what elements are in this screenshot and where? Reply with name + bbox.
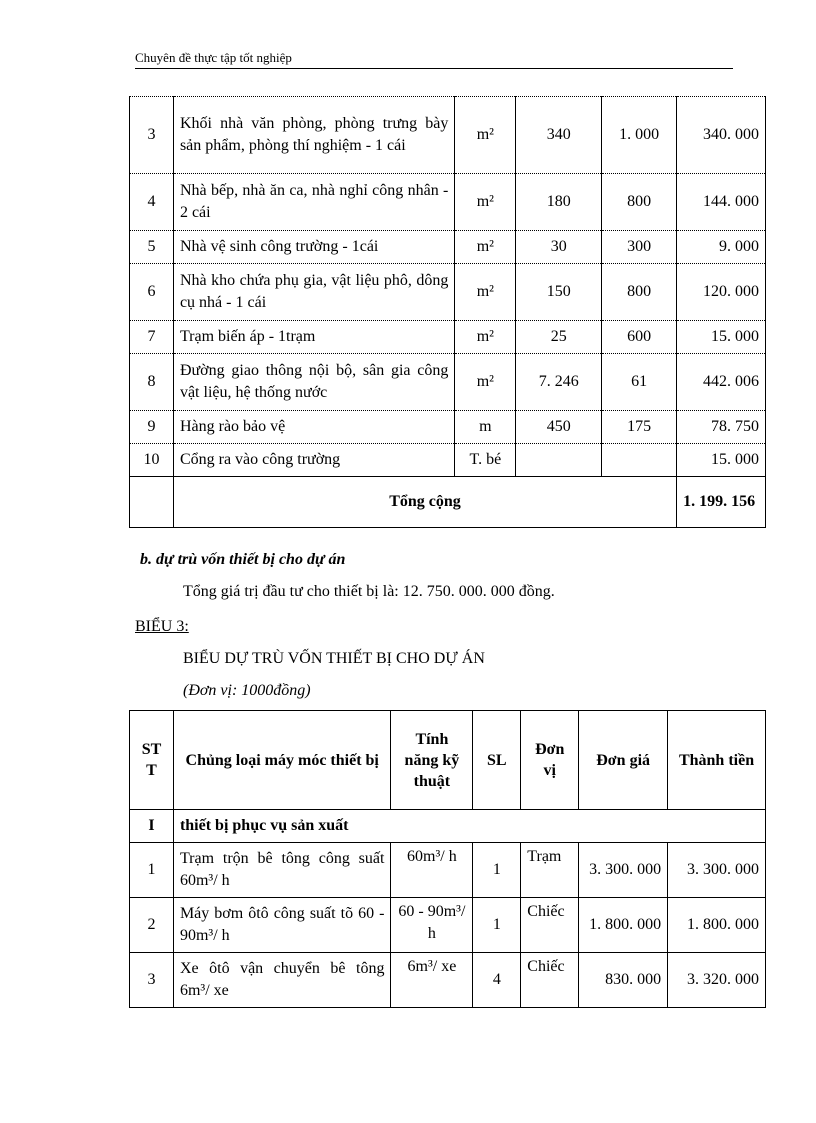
row-name: Trạm biến áp - 1trạm bbox=[173, 321, 454, 354]
row-unit: Chiếc bbox=[521, 953, 579, 1008]
row-quantity: 180 bbox=[516, 174, 602, 231]
row-total: 3. 300. 000 bbox=[668, 843, 766, 898]
total-blank-cell bbox=[130, 477, 174, 528]
row-unit-price: 800 bbox=[602, 264, 677, 321]
header-sl: SL bbox=[473, 711, 521, 810]
row-total: 340. 000 bbox=[677, 97, 766, 174]
unit-note: (Đơn vị: 1000đồng) bbox=[183, 682, 311, 699]
header-type: Chủng loại máy móc thiết bị bbox=[173, 711, 391, 810]
section-b-text: Tổng giá trị đầu tư cho thiết bị là: 12. 750. 000. 000 đồng. bbox=[183, 583, 555, 600]
row-number: 3 bbox=[130, 953, 174, 1008]
row-total: 78. 750 bbox=[677, 411, 766, 444]
table-row bbox=[130, 898, 766, 953]
row-number: 7 bbox=[130, 321, 174, 354]
row-name: Hàng rào bảo vệ bbox=[173, 411, 454, 444]
row-name: Máy bơm ôtô công suất tõ 60 - 90m³/ h bbox=[173, 898, 391, 953]
header-unit: Đơn vị bbox=[521, 711, 579, 810]
table-row bbox=[130, 321, 766, 354]
row-unit-price: 175 bbox=[602, 411, 677, 444]
row-quantity: 340 bbox=[516, 97, 602, 174]
table-row bbox=[130, 264, 766, 321]
bieu-label: BIỂU 3: bbox=[135, 618, 189, 635]
row-number: 1 bbox=[130, 843, 174, 898]
row-quantity: 7. 246 bbox=[516, 354, 602, 411]
row-spec: 60 - 90m³/ h bbox=[391, 898, 473, 953]
row-unit-price: 1. 800. 000 bbox=[579, 898, 668, 953]
row-unit: m² bbox=[455, 321, 516, 354]
group-row bbox=[130, 810, 766, 843]
row-number: 5 bbox=[130, 231, 174, 264]
equipment-cost-table bbox=[129, 710, 766, 1008]
table-row bbox=[130, 231, 766, 264]
row-name: Xe ôtô vận chuyển bê tông 6m³/ xe bbox=[173, 953, 391, 1008]
row-quantity: 1 bbox=[473, 843, 521, 898]
row-quantity: 4 bbox=[473, 953, 521, 1008]
group-label: thiết bị phục vụ sản xuất bbox=[173, 810, 765, 843]
row-number: 9 bbox=[130, 411, 174, 444]
row-quantity bbox=[516, 444, 602, 477]
table-row bbox=[130, 174, 766, 231]
header-row bbox=[130, 711, 766, 810]
row-unit-price bbox=[602, 444, 677, 477]
row-number: 4 bbox=[130, 174, 174, 231]
row-name: Cổng ra vào công trường bbox=[173, 444, 454, 477]
row-quantity: 1 bbox=[473, 898, 521, 953]
row-unit: Chiếc bbox=[521, 898, 579, 953]
table-row bbox=[130, 444, 766, 477]
row-total: 144. 000 bbox=[677, 174, 766, 231]
row-spec: 60m³/ h bbox=[391, 843, 473, 898]
row-number: 2 bbox=[130, 898, 174, 953]
row-total: 9. 000 bbox=[677, 231, 766, 264]
row-number: 6 bbox=[130, 264, 174, 321]
row-unit: Trạm bbox=[521, 843, 579, 898]
row-total: 15. 000 bbox=[677, 444, 766, 477]
header-stt: ST T bbox=[130, 711, 174, 810]
infrastructure-cost-table bbox=[129, 96, 766, 528]
row-unit-price: 61 bbox=[602, 354, 677, 411]
row-number: 3 bbox=[130, 97, 174, 174]
table-title: BIỂU DỰ TRÙ VỐN THIẾT BỊ CHO DỰ ÁN bbox=[183, 650, 485, 667]
row-unit-price: 830. 000 bbox=[579, 953, 668, 1008]
row-total: 15. 000 bbox=[677, 321, 766, 354]
row-name: Đường giao thông nội bộ, sân gia công vật liệu, hệ thống nước bbox=[173, 354, 454, 411]
row-unit: m² bbox=[455, 97, 516, 174]
row-unit-price: 800 bbox=[602, 174, 677, 231]
row-unit: m² bbox=[455, 174, 516, 231]
row-number: 10 bbox=[130, 444, 174, 477]
row-quantity: 30 bbox=[516, 231, 602, 264]
table-row bbox=[130, 354, 766, 411]
row-unit-price: 1. 000 bbox=[602, 97, 677, 174]
header-spec: Tính năng kỹ thuật bbox=[391, 711, 473, 810]
row-name: Trạm trộn bê tông công suất 60m³/ h bbox=[173, 843, 391, 898]
table-row bbox=[130, 97, 766, 174]
header-price: Đơn giá bbox=[579, 711, 668, 810]
row-total: 442. 006 bbox=[677, 354, 766, 411]
row-unit: m² bbox=[455, 231, 516, 264]
row-total: 3. 320. 000 bbox=[668, 953, 766, 1008]
table-row bbox=[130, 411, 766, 444]
row-unit: m² bbox=[455, 264, 516, 321]
total-value: 1. 199. 156 bbox=[677, 477, 766, 528]
total-row bbox=[130, 477, 766, 528]
row-quantity: 150 bbox=[516, 264, 602, 321]
row-unit-price: 3. 300. 000 bbox=[579, 843, 668, 898]
page-header: Chuyên đề thực tập tốt nghiệp bbox=[135, 50, 733, 69]
row-unit: m² bbox=[455, 354, 516, 411]
row-total: 1. 800. 000 bbox=[668, 898, 766, 953]
row-unit: m bbox=[455, 411, 516, 444]
row-unit: T. bé bbox=[455, 444, 516, 477]
row-name: Khối nhà văn phòng, phòng trưng bày sản phẩm, phòng thí nghiệm - 1 cái bbox=[173, 97, 454, 174]
row-quantity: 450 bbox=[516, 411, 602, 444]
row-quantity: 25 bbox=[516, 321, 602, 354]
group-no: I bbox=[130, 810, 174, 843]
row-unit-price: 600 bbox=[602, 321, 677, 354]
row-unit-price: 300 bbox=[602, 231, 677, 264]
row-number: 8 bbox=[130, 354, 174, 411]
row-spec: 6m³/ xe bbox=[391, 953, 473, 1008]
row-name: Nhà vệ sinh công trường - 1cái bbox=[173, 231, 454, 264]
table-row bbox=[130, 843, 766, 898]
total-label: Tổng cộng bbox=[173, 477, 676, 528]
row-name: Nhà bếp, nhà ăn ca, nhà nghỉ công nhân - 2 cái bbox=[173, 174, 454, 231]
row-total: 120. 000 bbox=[677, 264, 766, 321]
header-total: Thành tiền bbox=[668, 711, 766, 810]
section-b-heading: b. dự trù vốn thiết bị cho dự án bbox=[140, 551, 346, 568]
table-row bbox=[130, 953, 766, 1008]
row-name: Nhà kho chứa phụ gia, vật liệu phô, dông cụ nhá - 1 cái bbox=[173, 264, 454, 321]
